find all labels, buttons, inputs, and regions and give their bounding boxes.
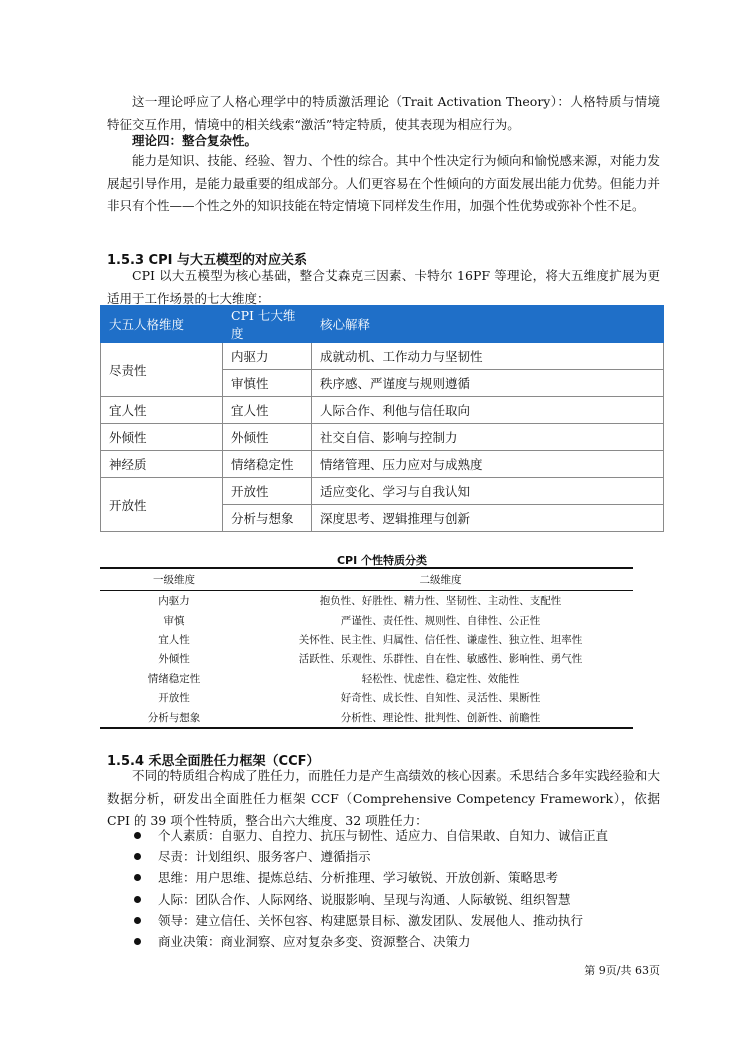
primary-dimension-cell: 外倾性 [158, 653, 190, 666]
section-heading-1-5-3: 1.5.3 CPI 与大五模型的对应关系 [107, 253, 307, 268]
primary-dimension-cell: 开放性 [158, 692, 190, 705]
big-five-cell: 宜人性 [101, 397, 223, 424]
secondary-dimension-cell: 关怀性、民主性、归属性、信任性、谦虚性、独立性、坦率性 [298, 633, 583, 646]
list-item [134, 910, 608, 931]
desc-cell: 成就动机、工作动力与坚韧性 [312, 343, 664, 370]
cpi-cell: 审慎性 [223, 370, 312, 397]
list-item [134, 931, 608, 952]
table-row [101, 343, 664, 370]
table-header-cell: 大五人格维度 [101, 306, 223, 343]
table-header-cell: 一级维度 [100, 568, 248, 591]
list-item-text: 尽责：计划组织、服务客户、遵循指示 [158, 849, 371, 865]
table-header-cell: 核心解释 [312, 306, 664, 343]
theory-four-heading: 理论四：整合复杂性。 [132, 133, 258, 148]
list-item [134, 867, 608, 888]
cpi-cell: 分析与想象 [223, 505, 312, 532]
big-five-cell: 神经质 [101, 451, 223, 478]
table-caption: CPI 个性特质分类 [336, 554, 428, 567]
competency-list [134, 825, 608, 952]
big-five-cpi-table [100, 305, 664, 532]
table-header-cell: CPI 七大维度 [223, 306, 312, 343]
secondary-dimension-cell: 分析性、理论性、批判性、创新性、前瞻性 [248, 707, 633, 727]
table-row [100, 591, 633, 611]
secondary-dimension-cell: 好奇性、成长性、自知性、灵活性、果断性 [340, 692, 541, 705]
bullet-icon [134, 896, 141, 903]
secondary-dimension-cell: 抱负性、好胜性、精力性、坚韧性、主动性、支配性 [319, 595, 562, 608]
table-row [100, 688, 633, 707]
list-item-text: 思维：用户思维、提炼总结、分析推理、学习敏锐、开放创新、策略思考 [158, 870, 559, 886]
section-heading-1-5-4: 1.5.4 禾思全面胜任力框架（CCF） [107, 754, 320, 769]
primary-dimension-cell: 分析与想象 [100, 707, 248, 727]
list-item-text: 个人素质：自驱力、自控力、抗压与韧性、适应力、自信果敢、自知力、诚信正直 [158, 828, 609, 843]
primary-dimension-cell: 审慎 [163, 614, 185, 627]
desc-cell: 社交自信、影响与控制力 [312, 424, 664, 451]
list-item [134, 889, 608, 910]
desc-cell: 人际合作、利他与信任取向 [312, 397, 664, 424]
table-row [100, 669, 633, 688]
primary-dimension-cell: 内驱力 [158, 595, 190, 608]
big-five-cell: 尽责性 [101, 343, 223, 397]
paragraph-integrated-complexity: 能力是知识、技能、经验、智力、个性的综合。其中个性决定行为倾向和愉悦感来源，对能力发展起引导作用，是能力最重要的组成部分。人们更容易在个性倾向的方面发展出能力优势。但能力并非只有个性——个性之外的知识技能在特定情境下同样发生作用，加强个性优势或弥补个性不足。 [107, 153, 660, 214]
table-header-cell: 二级维度 [248, 568, 633, 591]
table-row [101, 397, 664, 424]
list-item-text: 领导：建立信任、关怀包容、构建愿景目标、激发团队、发展他人、推动执行 [158, 912, 584, 928]
list-item-text: 商业决策：商业洞察、应对复杂多变、资源整合、决策力 [158, 933, 471, 949]
list-item [134, 846, 608, 867]
cpi-cell: 宜人性 [223, 397, 312, 424]
desc-cell: 情绪管理、压力应对与成熟度 [312, 451, 664, 478]
paragraph-ccf-intro: 不同的特质组合构成了胜任力，而胜任力是产生高绩效的核心因素。禾思结合多年实践经验和大数据分析，研发出全面胜任力框架 CCF（Comprehensive Competency Framework），依据 CPI 的 39 项个性特质，整合出六大维度、32 项胜任力： [107, 768, 660, 829]
big-five-cell: 开放性 [101, 478, 223, 532]
primary-dimension-cell: 情绪稳定性 [147, 672, 201, 685]
bullet-icon [134, 853, 141, 860]
paragraph-trait-activation: 这一理论呼应了人格心理学中的特质激活理论（Trait Activation Theory）：人格特质与情境特征交互作用，情境中的相关线索“激活”特定特质，使其表现为相应行为。 [107, 94, 660, 132]
table-header-row [100, 568, 633, 591]
cpi-cell: 外倾性 [223, 424, 312, 451]
table-row [100, 649, 633, 668]
table-row [101, 424, 664, 451]
cpi-cell: 开放性 [223, 478, 312, 505]
cpi-cell: 内驱力 [223, 343, 312, 370]
cpi-trait-table [100, 567, 633, 729]
bullet-icon [134, 938, 141, 945]
table-row [101, 451, 664, 478]
list-item [134, 825, 608, 846]
secondary-dimension-cell: 活跃性、乐观性、乐群性、自在性、敏感性、影响性、勇气性 [298, 653, 583, 666]
page-number: 第 9页/共 63页 [584, 964, 660, 977]
list-item-text: 人际：团队合作、人际网络、说服影响、呈现与沟通、人际敏锐、组织智慧 [158, 891, 571, 907]
bullet-icon [134, 874, 141, 881]
secondary-dimension-cell: 轻松性、忧虑性、稳定性、效能性 [361, 672, 520, 685]
desc-cell: 深度思考、逻辑推理与创新 [312, 505, 664, 532]
table-row [100, 707, 633, 727]
desc-cell: 适应变化、学习与自我认知 [312, 478, 664, 505]
table-row [100, 630, 633, 649]
desc-cell: 秩序感、严谨度与规则遵循 [312, 370, 664, 397]
cpi-cell: 情绪稳定性 [223, 451, 312, 478]
primary-dimension-cell: 宜人性 [158, 633, 190, 646]
paragraph-cpi-intro: CPI 以大五模型为核心基础，整合艾森克三因素、卡特尔 16PF 等理论，将大五维度扩展为更适用于工作场景的七大维度： [107, 268, 660, 306]
secondary-dimension-cell: 严谨性、责任性、规则性、自律性、公正性 [340, 614, 541, 627]
big-five-cell: 外倾性 [101, 424, 223, 451]
table-row [100, 610, 633, 629]
table-header-row [101, 306, 664, 343]
table-row [101, 478, 664, 505]
bullet-icon [134, 832, 141, 839]
bullet-icon [134, 917, 141, 924]
